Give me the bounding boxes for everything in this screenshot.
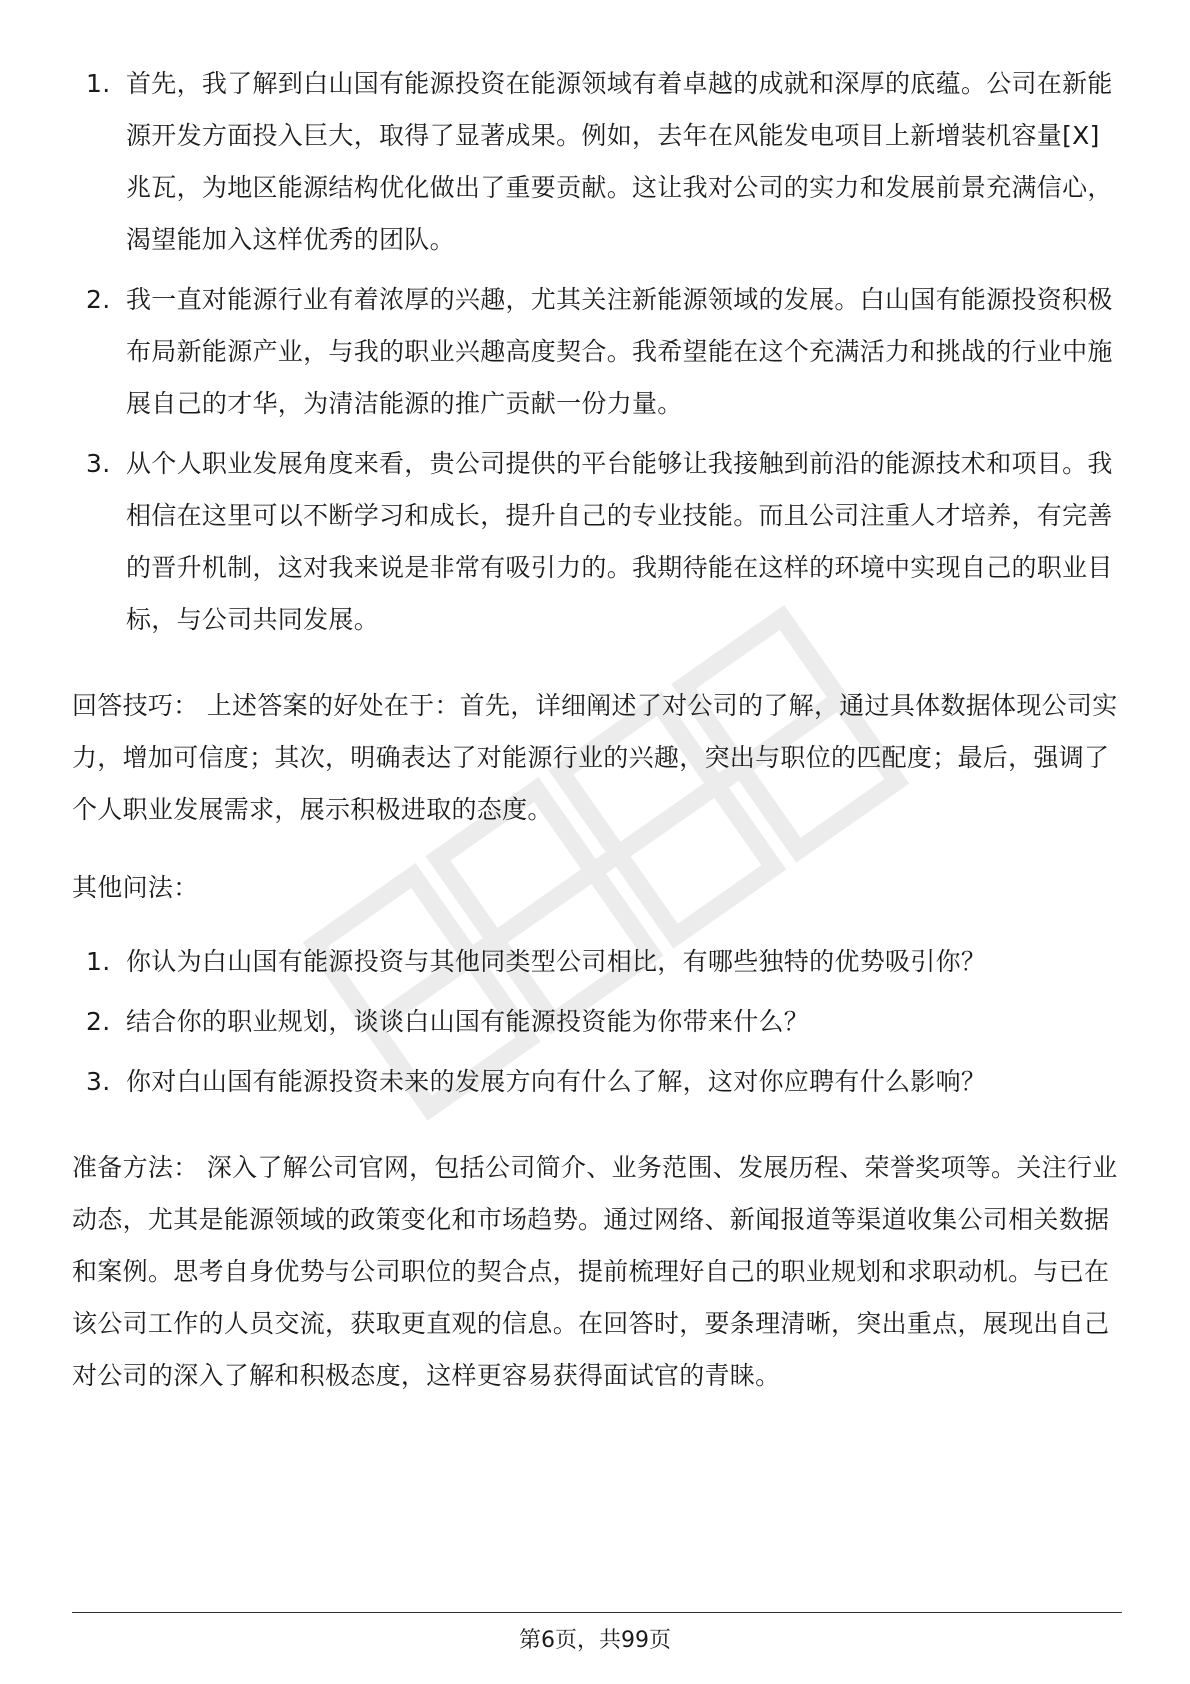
- list-item-number: 3.: [86, 1067, 111, 1096]
- list-item-text: 我一直对能源行业有着浓厚的兴趣，尤其关注新能源领域的发展。白山国有能源投资积极布局新能源产业，与我的职业兴趣高度契合。我希望能在这个充满活力和挑战的行业中施展自己的才华，为清洁能源的推广贡献一份力量。: [126, 285, 1113, 418]
- list-item-number: 2.: [86, 1007, 111, 1036]
- preparation-paragraph: 准备方法： 深入了解公司官网，包括公司简介、业务范围、发展历程、荣誉奖项等。关注行业动态，尤其是能源领域的政策变化和市场趋势。通过网络、新闻报道等渠道收集公司相关数据和案例。思考自身优势与公司职位的契合点，提前梳理好自己的职业规划和求职动机。与已在该公司工作的人员交流，获取更直观的信息。在回答时，要条理清晰，突出重点，展现出自己对公司的深入了解和积极态度，这样更容易获得面试官的青睐。: [72, 1153, 1118, 1390]
- list-item: [72, 274, 1122, 430]
- list-item-number: 1.: [86, 947, 111, 976]
- list-item: [72, 58, 1122, 266]
- other-questions-list: [72, 936, 1122, 1108]
- list-item-text: 首先，我了解到白山国有能源投资在能源领域有着卓越的成就和深厚的底蕴。公司在新能源开发方面投入巨大，取得了显著成果。例如，去年在风能发电项目上新增装机容量[X]兆瓦，为地区能源结构优化做出了重要贡献。这让我对公司的实力和发展前景充满信心，渴望能加入这样优秀的团队。: [126, 69, 1113, 254]
- answer-tips-paragraph: 回答技巧： 上述答案的好处在于：首先，详细阐述了对公司的了解，通过具体数据体现公司实力，增加可信度；其次，明确表达了对能源行业的兴趣，突出与职位的匹配度；最后，强调了个人职业发展需求，展示积极进取的态度。: [72, 691, 1118, 824]
- list-item-number: 2.: [86, 285, 111, 314]
- list-item-text: 结合你的职业规划，谈谈白山国有能源投资能为你带来什么？: [126, 1007, 810, 1036]
- list-item: [72, 438, 1122, 646]
- list-item-text: 你对白山国有能源投资未来的发展方向有什么了解，这对你应聘有什么影响？: [126, 1067, 987, 1096]
- list-item: [72, 996, 1122, 1048]
- footer-divider: [72, 1612, 1122, 1613]
- answer-list: [72, 58, 1122, 646]
- list-item: [72, 1056, 1122, 1108]
- list-item-number: 3.: [86, 449, 111, 478]
- list-item-number: 1.: [86, 69, 111, 98]
- other-questions-label: 其他问法：: [72, 873, 199, 902]
- main-content: [72, 58, 1122, 1402]
- list-item-text: 你认为白山国有能源投资与其他同类型公司相比，有哪些独特的优势吸引你？: [126, 947, 987, 976]
- page-number: 第6页，共99页: [519, 1628, 671, 1653]
- list-item-text: 从个人职业发展角度来看，贵公司提供的平台能够让我接触到前沿的能源技术和项目。我相信在这里可以不断学习和成长，提升自己的专业技能。而且公司注重人才培养，有完善的晋升机制，这对我来说是非常有吸引力的。我期待能在这样的环境中实现自己的职业目标，与公司共同发展。: [126, 449, 1113, 634]
- list-item: [72, 936, 1122, 988]
